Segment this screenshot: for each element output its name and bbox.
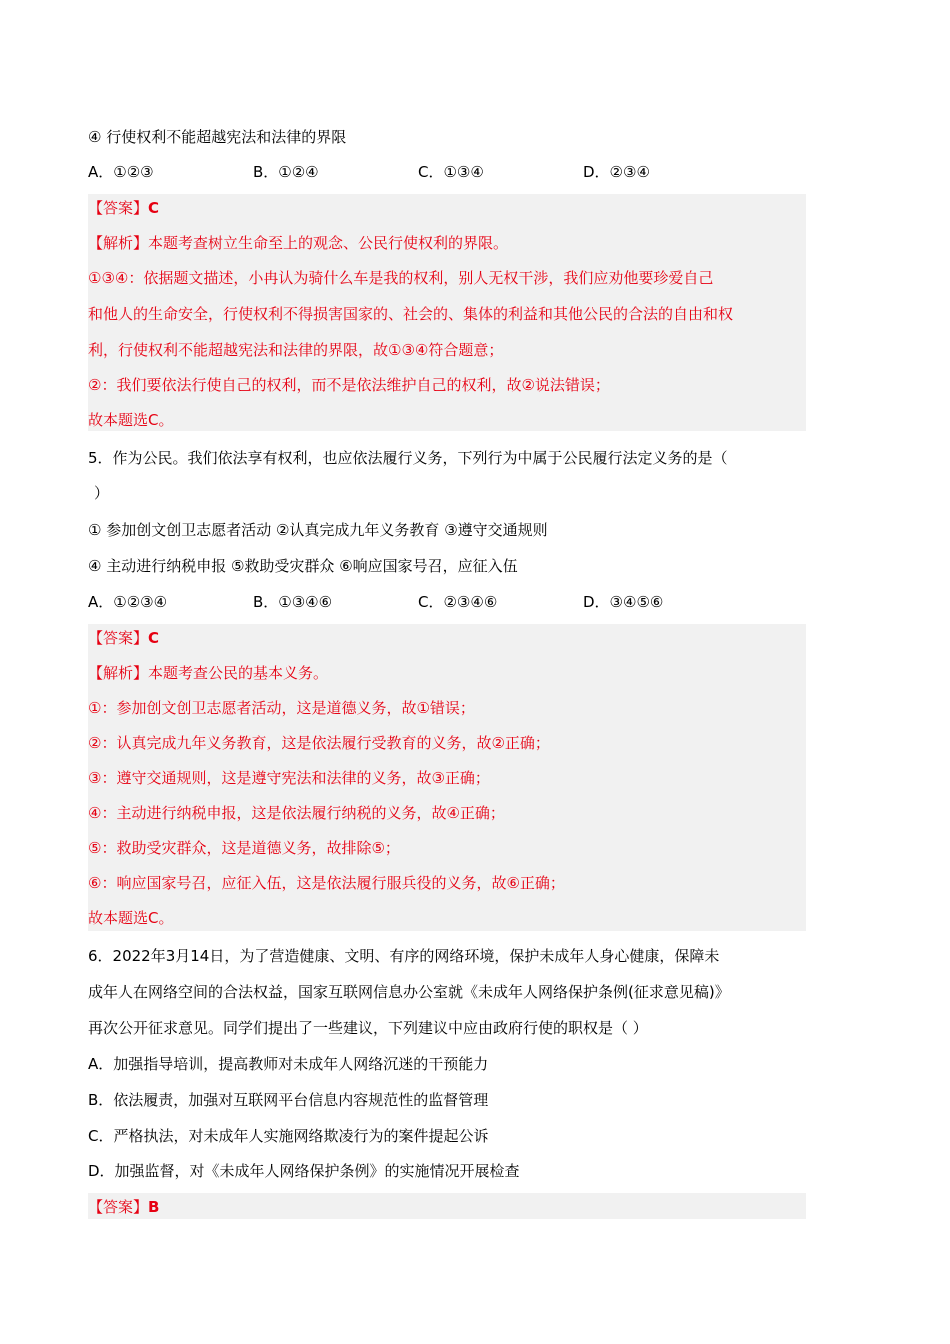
q5-analysis-line: ⑥：响应国家号召，应征入伍，这是依法履行服兵役的义务，故⑥正确； [88,874,565,892]
q6-stem: 再次公开征求意见。同学们提出了一些建议，下列建议中应由政府行使的职权是（ ） [88,1019,648,1037]
q4-option-b: B．①②④ [253,163,319,181]
q5-analysis-intro: 【解析】本题考查公民的基本义务。 [88,664,329,682]
q5-option-b: B．①③④⑥ [253,593,333,611]
q4-analysis-conclusion: 故本题选C。 [88,411,174,429]
q4-analysis-line: 和他人的生命安全，行使权利不得损害国家的、社会的、集体的利益和其他公民的合法的自由和权 [88,305,734,323]
q6-answer: 【答案】B [88,1198,160,1216]
q4-answer: 【答案】C [88,199,160,217]
q4-analysis-line: ②：我们要依法行使自己的权利，而不是依法维护自己的权利，故②说法错误； [88,376,610,394]
q5-options [88,592,808,612]
q6-stem: 6．2022年3月14日，为了营造健康、文明、有序的网络环境，保护未成年人身心健康，保障未 [88,947,720,965]
q5-items-line: ① 参加创文创卫志愿者活动 ②认真完成九年义务教育 ③遵守交通规则 [88,521,548,539]
q5-answer-box [88,624,806,931]
q6-option-d: D．加强监督，对《未成年人网络保护条例》的实施情况开展检查 [88,1162,520,1180]
q5-analysis-line: ④：主动进行纳税申报，这是依法履行纳税的义务，故④正确； [88,804,505,822]
q6-option-c: C．严格执法，对未成年人实施网络欺凌行为的案件提起公诉 [88,1127,489,1145]
q6-answer-box [88,1193,806,1219]
q4-item-4: ④ 行使权利不能超越宪法和法律的界限 [88,128,347,146]
q5-analysis-line: ⑤：救助受灾群众，这是道德义务，故排除⑤； [88,839,400,857]
q5-option-d: D．③④⑤⑥ [583,593,664,611]
q4-options [88,162,808,182]
q4-analysis-line: 利，行使权利不能超越宪法和法律的界限，故①③④符合题意； [88,341,504,359]
q5-analysis-line: ③：遵守交通规则，这是遵守宪法和法律的义务，故③正确； [88,769,490,787]
q5-option-c: C．②③④⑥ [418,593,498,611]
q5-stem: 5．作为公民。我们依法享有权利，也应依法履行义务，下列行为中属于公民履行法定义务的是（ [88,449,728,467]
q4-analysis-line: ①③④：依据题文描述，小冉认为骑什么车是我的权利，别人无权干涉，我们应劝他要珍爱自己 [88,269,714,287]
q5-analysis-line: ②：认真完成九年义务教育，这是依法履行受教育的义务，故②正确； [88,734,550,752]
q6-option-b: B．依法履责，加强对互联网平台信息内容规范性的监督管理 [88,1091,489,1109]
q6-stem: 成年人在网络空间的合法权益，国家互联网信息办公室就《未成年人网络保护条例(征求意见稿)》 [88,983,730,1001]
q5-items-line: ④ 主动进行纳税申报 ⑤救助受灾群众 ⑥响应国家号召，应征入伍 [88,557,518,575]
q5-option-a: A．①②③④ [88,593,168,611]
q5-stem-bracket: ） [94,484,110,502]
q4-option-c: C．①③④ [418,163,484,181]
q4-option-a: A．①②③ [88,163,154,181]
q5-analysis-conclusion: 故本题选C。 [88,909,174,927]
q4-analysis-intro: 【解析】本题考查树立生命至上的观念、公民行使权利的界限。 [88,234,509,252]
q4-answer-box [88,194,806,431]
q5-answer: 【答案】C [88,629,160,647]
q6-option-a: A．加强指导培训，提高教师对未成年人网络沉迷的干预能力 [88,1055,489,1073]
q4-option-d: D．②③④ [583,163,650,181]
q5-analysis-line: ①：参加创文创卫志愿者活动，这是道德义务，故①错误； [88,699,475,717]
